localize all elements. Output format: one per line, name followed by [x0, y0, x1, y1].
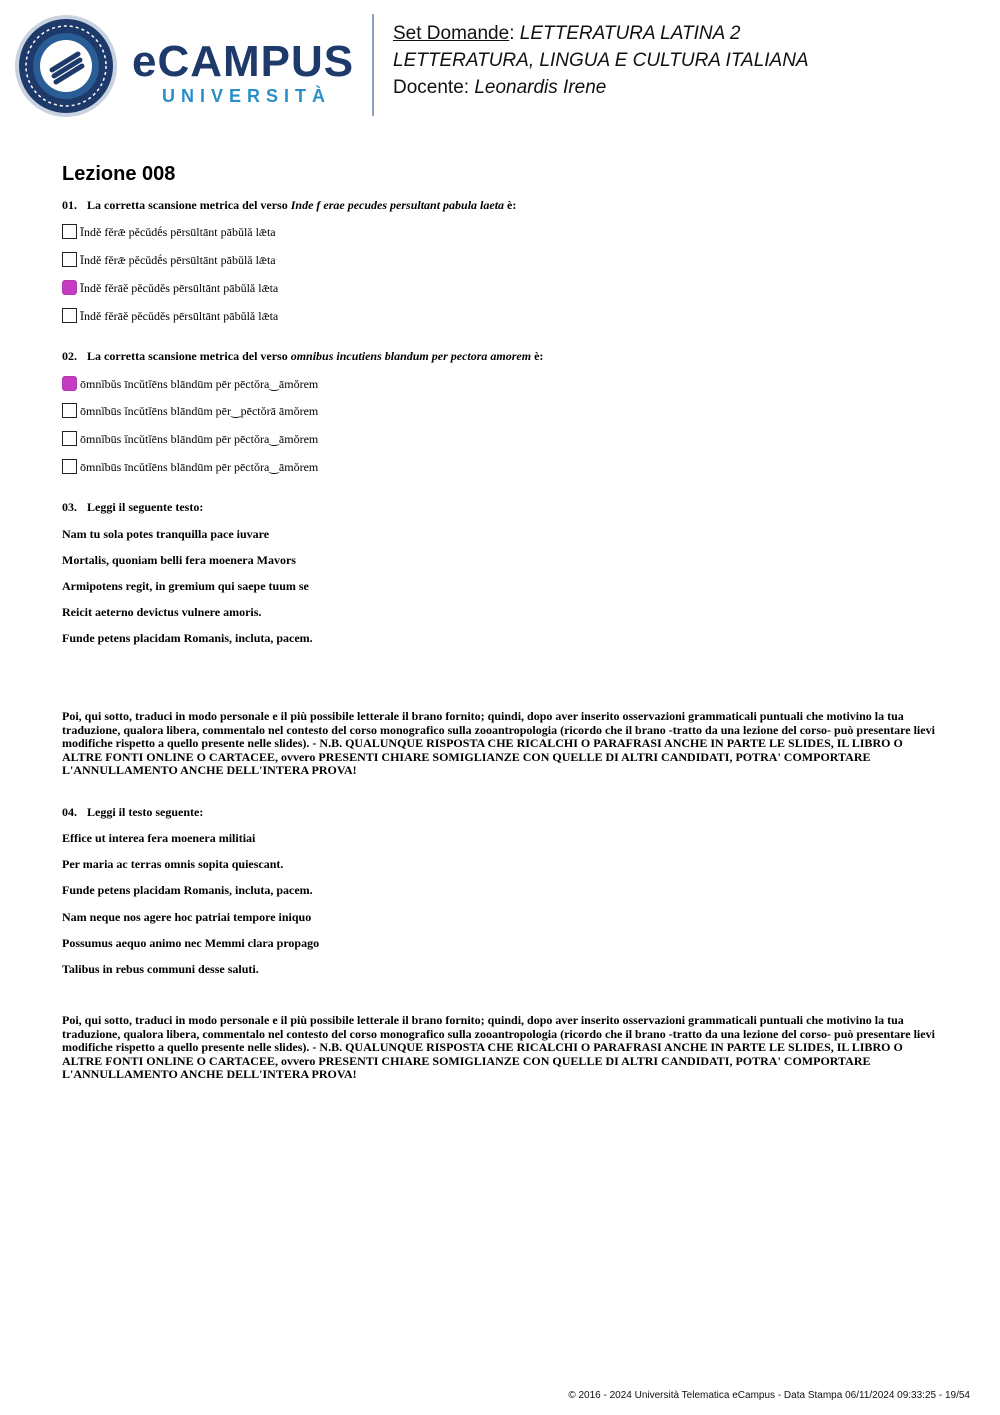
text-line: Per maria ac terras omnis sopita quiescant.: [62, 857, 284, 871]
page-header: [0, 0, 1000, 130]
text-line: Funde petens placidam Romanis, incluta, pacem.: [62, 631, 313, 645]
lesson-title: Lezione 008: [62, 163, 176, 185]
option-text: ōmnĭbŭs īncŭtĭēns blāndūm pēr pēctŏra‿āmŏrem: [80, 377, 319, 391]
option-text: ōmnĭbūs īncŭtĭēns blāndūm pēr pēctŏra‿āmŏrem: [80, 460, 319, 474]
question-intro: Leggi il seguente testo:: [87, 500, 204, 514]
question-number: 04.: [62, 805, 77, 819]
q3-instructions: Poi, qui sotto, traduci in modo personale e il più possibile letterale il brano fornito; quindi, dopo aver inserito osservazioni grammaticali puntuali che motivino la tua traduzione, qualora libera, commentalo nel contesto del corso monografico sulla zooantropologia (ricordo che il brano -tratto da una lezione del corso- può presentare lievi modifiche rispetto a quello presente nelle slides). - N.B. QUALUNQUE RISPOSTA CHE RICALCHI O PARAFRASI ANCHE IN PARTE LE SLIDES, IL LIBRO O ALTRE FONTI ONLINE O CARTACEE, ovvero PRESENTI CHIARE SOMIGLIANZE CON QUELLE DI ALTRI CANDIDATI, POTRA' COMPORTARE L'ANNULLAMENTO ANCHE DELL'INTERA PROVA!: [62, 709, 935, 778]
checkbox[interactable]: [62, 224, 77, 239]
checkbox[interactable]: [62, 252, 77, 267]
question-tail: è:: [507, 198, 517, 212]
teacher-line: [393, 74, 809, 101]
text-line: Nam tu sola potes tranquilla pace iuvare: [62, 527, 270, 541]
question-tail: è:: [534, 349, 544, 363]
checkbox[interactable]: [62, 459, 77, 474]
question-02: [62, 349, 543, 364]
checkbox[interactable]: [62, 308, 77, 323]
text-line: Effice ut interea fera moenera militiai: [62, 831, 256, 845]
teacher-label: Docente:: [393, 77, 470, 98]
page-footer: © 2016 - 2024 Università Telematica eCampus - Data Stampa 06/11/2024 09:33:25 - 19/54: [568, 1390, 970, 1401]
option-text: ōmnĭbūs ĭncŭtĭēns blāndūm pēr pēctŏra‿āmŏrem: [80, 432, 319, 446]
question-text: La corretta scansione metrica del verso: [87, 198, 288, 212]
checkbox-checked[interactable]: [62, 280, 77, 295]
question-text: La corretta scansione metrica del verso: [87, 349, 288, 363]
text-line: Armipotens regit, in gremium qui saepe tuum se: [62, 579, 309, 593]
text-line: Possumus aequo animo nec Memmi clara propago: [62, 936, 320, 950]
teacher-name: Leonardis Irene: [474, 77, 607, 98]
course-meta: [393, 20, 809, 101]
text-line: Mortalis, quoniam belli fera moenera Mavors: [62, 553, 296, 567]
checkbox[interactable]: [62, 431, 77, 446]
text-line: Nam neque nos agere hoc patriai tempore iniquo: [62, 910, 312, 924]
checkbox[interactable]: [62, 403, 77, 418]
header-divider: [372, 14, 374, 116]
option-text: Īndĕ fĕrǣ pĕcŭdḗs pērsūltānt pābŭlă lǣta: [80, 225, 276, 239]
ecampus-seal-icon: [14, 14, 118, 118]
text-line: Funde petens placidam Romanis, incluta, pacem.: [62, 883, 313, 897]
q4-instructions: Poi, qui sotto, traduci in modo personale e il più possibile letterale il brano fornito; quindi, dopo aver inserito osservazioni grammaticali puntuali che motivino la tua traduzione, qualora libera, commentalo nel contesto del corso monografico sulla zooantropologia (ricordo che il brano -tratto da una lezione del corso- può presentare lievi modifiche rispetto a quello presente nelle slides). - N.B. QUALUNQUE RISPOSTA CHE RICALCHI O PARAFRASI ANCHE IN PARTE LE SLIDES, IL LIBRO O ALTRE FONTI ONLINE O CARTACEE, ovvero PRESENTI CHIARE SOMIGLIANZE CON QUELLE DI ALTRI CANDIDATI, POTRA' COMPORTARE L'ANNULLAMENTO ANCHE DELL'INTERA PROVA!: [62, 1013, 935, 1082]
option-text: Īndĕ fĕrāĕ pĕcŭdĕs pērsūltānt pābŭlă lǣta: [80, 309, 279, 323]
set-label: Set Domande: [393, 23, 510, 44]
brand-name: eCAMPUS: [132, 37, 355, 86]
course-line-1: Set Domande: LETTERATURA LATINA 2: [393, 23, 741, 44]
question-01: [62, 198, 516, 213]
option-text: ōmnĭbūs ĭncŭtĭēns blāndūm pēr‿pēctŏrā āmŏrem: [80, 404, 319, 418]
question-verse: Inde f erae pecudes persultant pabula laeta: [290, 198, 505, 212]
question-number: 03.: [62, 500, 77, 514]
question-04: [62, 805, 203, 820]
question-number: 02.: [62, 349, 77, 363]
question-number: 01.: [62, 198, 77, 212]
course-name-2: LETTERATURA, LINGUA E CULTURA ITALIANA: [393, 50, 809, 71]
brand-logo: [132, 37, 355, 107]
checkbox-checked[interactable]: [62, 376, 77, 391]
brand-subtitle: UNIVERSITÀ: [162, 86, 332, 106]
option-text: Īndĕ fĕrǣ pĕcŭdḗs pērsūltānt pābŭlă lǣta: [80, 253, 276, 267]
question-03: [62, 500, 203, 515]
option-text: Īndĕ fĕrāĕ pĕcŭdĕs pērsūltānt pābŭlă lǣta: [80, 281, 279, 295]
course-line-2: [393, 47, 809, 74]
question-intro: Leggi il testo seguente:: [87, 805, 204, 819]
course-name-1: LETTERATURA LATINA 2: [519, 23, 741, 44]
question-verse: omnibus incutiens blandum per pectora amorem: [290, 349, 532, 363]
text-line: Reicit aeterno devictus vulnere amoris.: [62, 605, 262, 619]
text-line: Talibus in rebus communi desse saluti.: [62, 962, 259, 976]
